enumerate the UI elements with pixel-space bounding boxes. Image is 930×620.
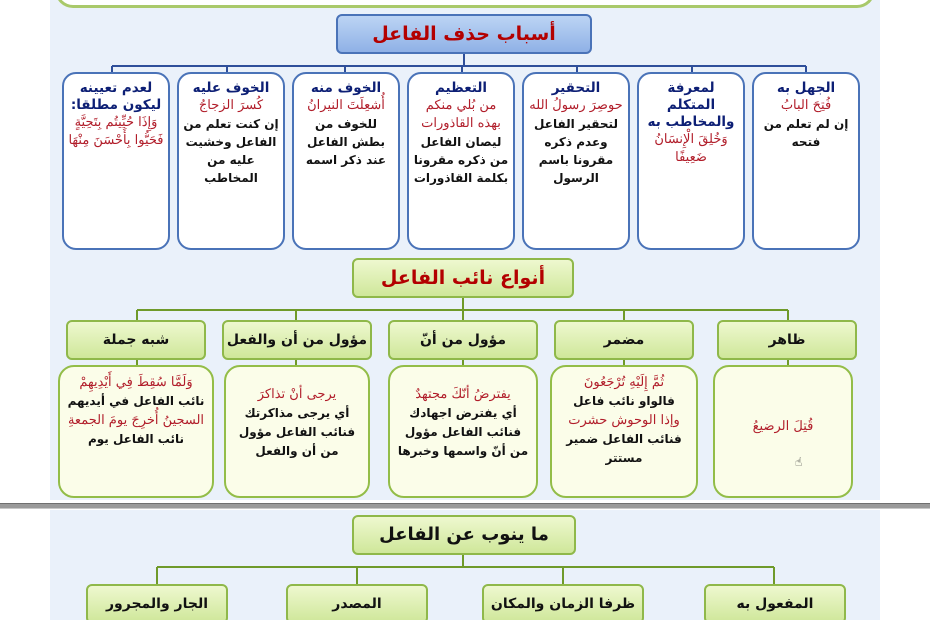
type-head-anna: مؤول من أنّ bbox=[388, 320, 538, 360]
type-example-2: السجينُ أُخرِجَ يومَ الجمعةِ bbox=[67, 413, 205, 428]
substitutes-title: ما ينوب عن الفاعل bbox=[352, 515, 576, 555]
reason-example: وَخُلِقَ الْإِنسَانُ ضَعِيفًا bbox=[654, 132, 728, 165]
type-explanation: أي يفترض اجهادك فنائب الفاعل مؤول من أنّ واسمها وخبرها bbox=[397, 406, 529, 458]
reason-example: من بُلي منكم بهذه القاذورات bbox=[421, 98, 501, 131]
reason-example: وَإِذَا حُيِّيتُم بِتَحِيَّةٍ فَحَيُّوا بِأَحْسَنَ مِنْهَا bbox=[68, 115, 164, 148]
reason-box-contempt bbox=[522, 72, 630, 250]
type-head-semi-sentence: شبه جملة bbox=[66, 320, 206, 360]
reason-box-ignorance bbox=[752, 72, 860, 250]
reason-explanation: إن لم تعلم من فتحه bbox=[763, 117, 849, 149]
reason-head: التحقير bbox=[551, 80, 601, 96]
type-box-pronoun bbox=[550, 365, 698, 498]
type-box-an-verb bbox=[224, 365, 370, 498]
reason-head: الجهل به bbox=[776, 80, 836, 96]
substitute-prepositional: الجار والمجرور bbox=[86, 584, 228, 620]
reason-explanation: إن كنت تعلم من الفاعل وخشيت عليه من المخاطب bbox=[183, 117, 279, 185]
reason-head: الخوف عليه bbox=[192, 80, 270, 96]
type-example-2: وإذا الوحوش حشرت bbox=[568, 413, 680, 428]
type-example: ثُمَّ إِلَيْهِ تُرْجَعُونَ bbox=[583, 375, 665, 390]
reason-box-unspecified bbox=[62, 72, 170, 250]
type-box-semi-sentence bbox=[58, 365, 214, 498]
type-head-explicit: ظاهر bbox=[717, 320, 857, 360]
type-explanation-2: فنائب الفاعل ضمير مستتر bbox=[566, 432, 682, 465]
type-explanation: أي يرجى مذاكرتك فنائب الفاعل مؤول من أن والفعل bbox=[238, 406, 356, 458]
substitute-adverbs: ظرفا الزمان والمكان bbox=[482, 584, 644, 620]
substitute-masdar: المصدر bbox=[286, 584, 428, 620]
reason-example: أُشعِلَتَ النيرانُ bbox=[307, 98, 385, 113]
reason-box-fear-of bbox=[292, 72, 400, 250]
types-title: أنواع نائب الفاعل bbox=[352, 258, 574, 298]
reason-explanation: للخوف من بطش الفاعل عند ذكر اسمه bbox=[305, 117, 387, 167]
type-example: قُتِلَ الرضيعُ bbox=[752, 419, 814, 434]
reason-box-known bbox=[637, 72, 745, 250]
reason-head: الخوف منه bbox=[310, 80, 382, 96]
type-head-an-verb: مؤول من أن والفعل bbox=[222, 320, 372, 360]
reason-box-glorification bbox=[407, 72, 515, 250]
type-example: يرجى أنْ تذاكرَ bbox=[257, 387, 337, 402]
type-box-explicit bbox=[713, 365, 853, 498]
reason-example: فُتِحَ البابُ bbox=[780, 98, 832, 113]
type-head-pronoun: مضمر bbox=[554, 320, 694, 360]
cursor-hand-icon: ☝ bbox=[795, 455, 803, 469]
reason-head: التعظيم bbox=[434, 80, 488, 96]
reason-example: حوصِرَ رسولُ الله bbox=[529, 98, 623, 113]
reason-head: لمعرفة المتكلم والمخاطب به bbox=[647, 80, 735, 130]
type-example: يفترضُ أنّكَ مجتهدٌ bbox=[415, 387, 511, 402]
reason-example: كُسرَ الزجاجُ bbox=[198, 98, 264, 113]
type-example: وَلَمَّا سُقِطَ فِي أَيْدِيهِمْ bbox=[79, 375, 193, 390]
type-box-anna bbox=[388, 365, 538, 498]
reason-box-fear-for bbox=[177, 72, 285, 250]
reason-explanation: لتحقير الفاعل وعدم ذكره مقرونا باسم الرسول bbox=[534, 117, 618, 185]
type-explanation-2: نائب الفاعل يوم bbox=[87, 432, 185, 446]
reason-head: لعدم تعيينه ليكون مطلقا: bbox=[70, 80, 162, 113]
type-explanation: نائب الفاعل في أيديهم bbox=[67, 394, 205, 408]
substitute-object: المفعول به bbox=[704, 584, 846, 620]
reasons-title: أسباب حذف الفاعل bbox=[336, 14, 592, 54]
reason-explanation: ليصان الفاعل من ذكره مقرونا بكلمة القاذورات bbox=[413, 135, 509, 185]
type-explanation: فالواو نائب فاعل bbox=[573, 394, 675, 408]
